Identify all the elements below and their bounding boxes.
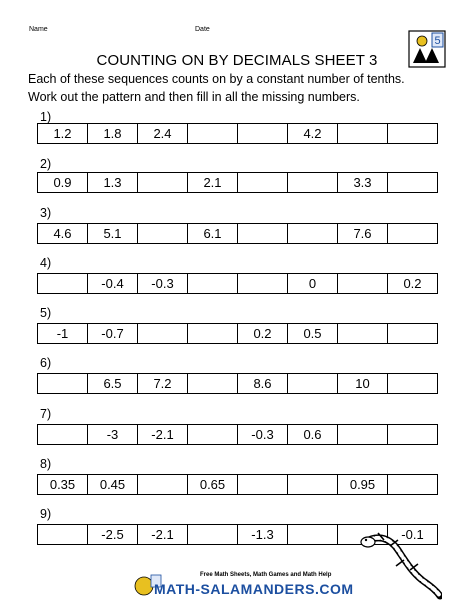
date-label: Date [195, 26, 210, 33]
sequence-number-cell: 2.4 [138, 124, 188, 143]
answer-blank-cell[interactable] [188, 525, 238, 544]
sequence-number-cell: -3 [88, 425, 138, 444]
sequence-number-cell: 3.3 [338, 173, 388, 192]
sequence-row [37, 123, 438, 144]
grade-badge-number: 5 [434, 35, 441, 47]
sequence-number-cell: 0.95 [338, 475, 388, 494]
sequence-row [37, 474, 438, 495]
sequence-row [37, 273, 438, 294]
question-number: 6) [40, 356, 52, 370]
answer-blank-cell[interactable] [288, 173, 338, 192]
sequence-number-cell: 2.1 [188, 173, 238, 192]
answer-blank-cell[interactable] [38, 425, 88, 444]
sequence-row [37, 373, 438, 394]
sequence-number-cell: 1.2 [38, 124, 88, 143]
sequence-number-cell: 0.65 [188, 475, 238, 494]
sequence-number-cell: 8.6 [238, 374, 288, 393]
sequence-number-cell: 6.5 [88, 374, 138, 393]
footer-tagline: Free Math Sheets, Math Games and Math Help [200, 572, 332, 578]
answer-blank-cell[interactable] [338, 324, 388, 343]
answer-blank-cell[interactable] [188, 274, 238, 293]
sequence-number-cell: -0.4 [88, 274, 138, 293]
answer-blank-cell[interactable] [138, 224, 188, 243]
sequence-number-cell: 0.9 [38, 173, 88, 192]
sequence-number-cell: -0.7 [88, 324, 138, 343]
answer-blank-cell[interactable] [388, 475, 437, 494]
answer-blank-cell[interactable] [188, 124, 238, 143]
sequence-number-cell: 0.2 [238, 324, 288, 343]
question-number: 4) [40, 256, 52, 270]
sequence-row [37, 223, 438, 244]
answer-blank-cell[interactable] [388, 224, 437, 243]
answer-blank-cell[interactable] [388, 425, 437, 444]
sequence-number-cell: 0.45 [88, 475, 138, 494]
sequence-number-cell: 7.2 [138, 374, 188, 393]
sequence-row [37, 172, 438, 193]
answer-blank-cell[interactable] [238, 475, 288, 494]
answer-blank-cell[interactable] [388, 324, 437, 343]
answer-blank-cell[interactable] [38, 274, 88, 293]
sequence-number-cell: 5.1 [88, 224, 138, 243]
answer-blank-cell[interactable] [138, 173, 188, 192]
sequence-number-cell: -2.1 [138, 425, 188, 444]
name-label: Name [29, 26, 48, 33]
answer-blank-cell[interactable] [138, 324, 188, 343]
sequence-number-cell: 6.1 [188, 224, 238, 243]
sequence-number-cell: 4.6 [38, 224, 88, 243]
instruction-line-1: Each of these sequences counts on by a constant number of tenths. [28, 72, 405, 86]
question-number: 8) [40, 457, 52, 471]
sequence-number-cell: -0.1 [401, 527, 424, 542]
answer-blank-cell[interactable] [238, 274, 288, 293]
question-number: 5) [40, 306, 52, 320]
salamander-illustration [360, 530, 442, 600]
answer-blank-cell[interactable] [338, 425, 388, 444]
answer-blank-cell[interactable] [238, 173, 288, 192]
sequence-number-cell: 4.2 [288, 124, 338, 143]
answer-blank-cell[interactable] [288, 475, 338, 494]
answer-blank-cell[interactable] [288, 374, 338, 393]
answer-blank-cell[interactable] [288, 224, 338, 243]
sequence-row [37, 323, 438, 344]
sequence-number-cell: 0.2 [403, 276, 422, 291]
sequence-number-cell: 10 [338, 374, 388, 393]
sequence-number-cell: -2.1 [138, 525, 188, 544]
answer-blank-cell[interactable] [38, 374, 88, 393]
sequence-number-cell: 1.3 [88, 173, 138, 192]
answer-blank-cell[interactable] [38, 525, 88, 544]
answer-blank-cell[interactable] [138, 475, 188, 494]
instruction-line-2: Work out the pattern and then fill in all the missing numbers. [28, 90, 360, 104]
question-number: 9) [40, 507, 52, 521]
footer-brand: MATH-SALAMANDERS.COM [154, 581, 354, 597]
sequence-number-cell: -1.3 [238, 525, 288, 544]
sequence-number-cell: 0.6 [288, 425, 338, 444]
sequence-number-cell: 1.8 [88, 124, 138, 143]
sequence-number-cell: 7.6 [338, 224, 388, 243]
worksheet-title: COUNTING ON BY DECIMALS SHEET 3 [96, 52, 378, 69]
question-number: 3) [40, 206, 52, 220]
sequence-number-cell: 0 [288, 274, 338, 293]
answer-blank-cell[interactable] [288, 525, 338, 544]
sequence-number-cell: 0.5 [288, 324, 338, 343]
sequence-number-cell: -0.3 [138, 274, 188, 293]
question-number: 7) [40, 407, 52, 421]
answer-blank-cell[interactable] [388, 374, 437, 393]
sequence-number-cell: -1 [38, 324, 88, 343]
answer-blank-cell[interactable] [238, 224, 288, 243]
answer-blank-cell[interactable] [188, 324, 238, 343]
answer-blank-cell[interactable] [388, 124, 437, 143]
answer-blank-cell[interactable] [338, 274, 388, 293]
answer-blank-cell[interactable] [388, 173, 437, 192]
sequence-number-cell: 0.35 [38, 475, 88, 494]
answer-blank-cell[interactable] [188, 374, 238, 393]
sequence-number-cell: -2.5 [88, 525, 138, 544]
sequence-row [37, 424, 438, 445]
question-number: 1) [40, 110, 52, 124]
question-number: 2) [40, 157, 52, 171]
answer-blank-cell[interactable] [188, 425, 238, 444]
answer-blank-cell[interactable] [238, 124, 288, 143]
sequence-number-cell: -0.3 [238, 425, 288, 444]
answer-blank-cell[interactable] [338, 124, 388, 143]
